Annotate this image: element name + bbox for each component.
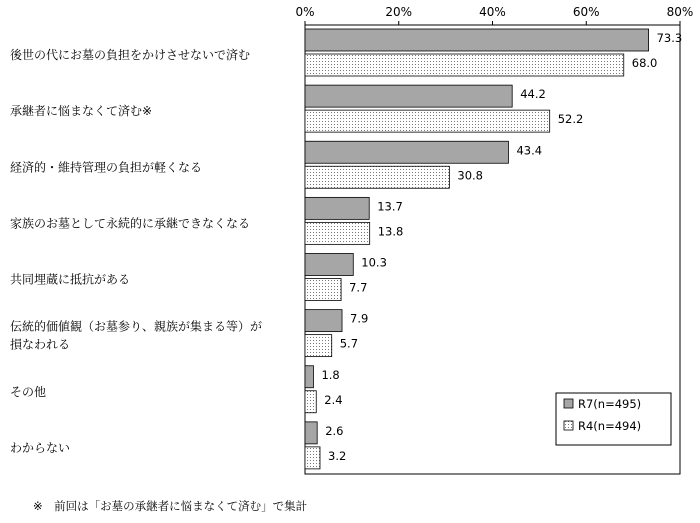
data-label: 10.3 — [361, 255, 387, 270]
data-label: 2.4 — [324, 392, 343, 407]
bar-r7 — [305, 422, 317, 444]
bar-r4 — [305, 166, 449, 188]
data-label: 1.8 — [321, 367, 340, 382]
category-label: その他 — [10, 384, 47, 399]
data-label: 7.9 — [350, 311, 369, 326]
category-label: わからない — [10, 440, 71, 455]
bar-r4 — [305, 391, 316, 413]
x-tick-label: 20% — [385, 5, 413, 19]
legend-label: R4(n=494) — [578, 419, 642, 433]
data-label: 7.7 — [349, 280, 368, 295]
bar-r4 — [305, 110, 550, 132]
data-label: 13.8 — [377, 224, 404, 239]
bar-r7 — [305, 197, 369, 219]
data-label: 44.2 — [520, 87, 546, 102]
footnote: ※ 前回は「お墓の承継者に悩まなくて済む」で集計 — [33, 499, 308, 513]
category-label: 承継者に悩まなくて済む※ — [10, 104, 153, 119]
legend-swatch — [564, 421, 573, 430]
category-label: 伝統的価値観（お墓参り、親族が集まる等）が — [10, 319, 263, 334]
data-label: 2.6 — [325, 423, 344, 438]
bar-r7 — [305, 254, 353, 276]
data-label: 68.0 — [631, 56, 658, 70]
category-label: 損なわれる — [10, 337, 71, 352]
legend-label: R7(n=495) — [578, 397, 642, 411]
data-label: 13.7 — [377, 199, 403, 214]
bar-r7 — [305, 85, 512, 107]
bar-r7 — [305, 29, 649, 51]
data-label: 30.8 — [457, 168, 483, 183]
data-label: 43.4 — [516, 143, 543, 158]
legend-swatch — [564, 399, 573, 408]
bar-r7 — [305, 366, 313, 388]
x-tick-label: 0% — [295, 5, 315, 19]
data-label: 52.2 — [557, 112, 584, 127]
bar-r4 — [305, 447, 320, 469]
data-label: 5.7 — [339, 336, 359, 351]
bar-r4 — [305, 279, 341, 301]
category-label: 経済的・維持管理の負担が軽くなる — [10, 160, 203, 175]
bar-r4 — [305, 222, 370, 244]
x-tick-label: 80% — [666, 5, 694, 19]
bar-r7 — [305, 141, 508, 163]
data-label: 73.3 — [656, 31, 683, 45]
category-label: 共同埋蔵に抵抗がある — [10, 272, 131, 287]
bar-r7 — [305, 310, 342, 332]
bar-r4 — [305, 54, 624, 76]
x-tick-label: 60% — [572, 5, 600, 19]
bar-r4 — [305, 335, 332, 357]
category-label: 後世の代にお墓の負担をかけさせないで済む — [10, 48, 251, 62]
category-label: 家族のお墓として永続的に承継できなくなる — [10, 216, 251, 231]
x-tick-label: 40% — [479, 5, 506, 19]
data-label: 3.2 — [328, 448, 347, 463]
